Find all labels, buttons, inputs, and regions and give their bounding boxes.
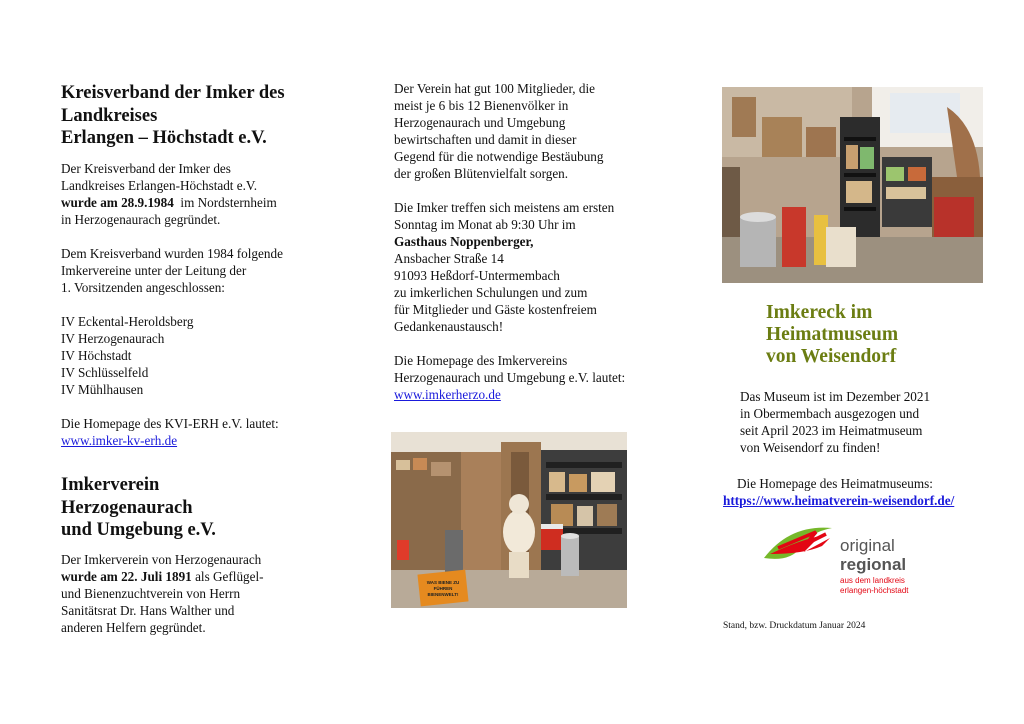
museum-title-line: Heimatmuseum <box>766 324 899 345</box>
text-line: seit April 2023 im Heimatmuseum <box>740 423 923 438</box>
text-line: Ansbacher Straße 14 <box>394 251 504 266</box>
photo-sign-text: WAS BIENE ZU <box>426 580 460 585</box>
kvi-homepage-link[interactable]: www.imker-kv-erh.de <box>61 433 178 448</box>
museum-title <box>766 302 898 368</box>
kreisverband-founding <box>61 160 331 449</box>
text-line <box>61 568 331 585</box>
logo-text-regional: regional <box>840 555 907 574</box>
title-line: Kreisverband der Imker des <box>61 83 285 103</box>
text-line: meist je 6 bis 12 Bienenvölker in <box>394 98 569 113</box>
original-regional-logo <box>760 518 940 604</box>
club-list-item: IV Eckental-Heroldsberg <box>61 314 194 329</box>
title-line: und Umgebung e.V. <box>61 520 216 540</box>
text-fragment: als Geflügel- <box>191 569 264 584</box>
homepage-label: Die Homepage des KVI-ERH e.V. lautet: <box>61 416 279 431</box>
title-line: Landkreises <box>61 105 158 126</box>
homepage-label: Die Homepage des Heimatmuseums: <box>737 476 933 491</box>
print-date-footer: Stand, bzw. Druckdatum Januar 2024 <box>723 621 866 631</box>
text-line: Sonntag im Monat ab 9:30 Uhr im <box>394 217 576 232</box>
text-line: Landkreises Erlangen-Höchstadt e.V. <box>61 178 258 193</box>
founding-date: wurde am 28.9.1984 <box>61 195 174 210</box>
title-line: Imkerverein <box>61 475 160 495</box>
text-line <box>61 194 331 211</box>
club-list-item: IV Herzogenaurach <box>61 331 165 346</box>
homepage-label: Die Homepage des Imkervereins <box>394 353 568 368</box>
museum-interior-photo-2 <box>722 87 983 283</box>
text-line: für Mitglieder und Gäste kostenfreiem <box>394 302 597 317</box>
founding-place: im Nordsternheim <box>173 195 277 210</box>
title-line: Herzogenaurach <box>61 497 193 518</box>
text-line: anderen Helfern gegründet. <box>61 620 206 635</box>
text-line: von Weisendorf zu finden! <box>740 440 881 455</box>
club-list-item: IV Schlüsselfeld <box>61 365 149 380</box>
club-list-item: IV Höchstadt <box>61 348 132 363</box>
imkerverein-founding <box>61 551 331 636</box>
text-line: Der Imkerverein von Herzogenaurach <box>61 552 262 567</box>
logo-text-landkreis: aus dem landkreis <box>840 576 905 585</box>
title-line: Erlangen – Höchstadt e.V. <box>61 128 267 148</box>
text-line: Gedankenaustausch! <box>394 319 504 334</box>
imkerverein-title <box>61 474 331 542</box>
homepage-label: Herzogenaurach und Umgebung e.V. lautet: <box>394 370 626 385</box>
museum-title-line: Imkereck im <box>766 302 873 323</box>
museum-homepage <box>723 475 1003 509</box>
members-paragraph <box>394 80 674 403</box>
logo-text-original: original <box>840 536 895 555</box>
club-list-item: IV Mühlhausen <box>61 382 144 397</box>
text-line: zu imkerlichen Schulungen und zum <box>394 285 588 300</box>
founding-date: wurde am 22. Juli 1891 <box>61 569 192 584</box>
venue-name: Gasthaus Noppenberger, <box>394 234 534 249</box>
logo-text-erlangen: erlangen-höchstadt <box>840 586 909 595</box>
photo-sign-text: FÜHREN <box>433 586 453 591</box>
kreisverband-title <box>61 82 331 150</box>
text-line: Das Museum ist im Dezember 2021 <box>740 389 931 404</box>
text-line: Herzogenaurach und Umgebung <box>394 115 566 130</box>
museum-title-line: von Weisendorf <box>766 346 897 367</box>
text-line: 91093 Heßdorf-Untermembach <box>394 268 560 283</box>
text-line: Gegend für die notwendige Bestäubung <box>394 149 604 164</box>
text-line: der großen Blütenvielfalt sorgen. <box>394 166 569 181</box>
heimatmuseum-homepage-link[interactable]: https://www.heimatverein-weisendorf.de/ <box>723 493 955 508</box>
text-line: Sanitätsrat Dr. Hans Walther und <box>61 603 235 618</box>
text-line: Der Verein hat gut 100 Mitglieder, die <box>394 81 596 96</box>
text-line: Imkervereine unter der Leitung der <box>61 263 247 278</box>
imkerherzo-homepage-link[interactable]: www.imkerherzo.de <box>394 387 501 402</box>
text-line: in Herzogenaurach gegründet. <box>61 212 221 227</box>
museum-paragraph <box>740 388 980 456</box>
text-line: und Bienenzuchtverein von Herrn <box>61 586 241 601</box>
text-line: 1. Vorsitzenden angeschlossen: <box>61 280 225 295</box>
text-line: Dem Kreisverband wurden 1984 folgende <box>61 246 283 261</box>
photo-sign-text: BIENENWELT! <box>427 592 459 597</box>
text-line: Die Imker treffen sich meistens am ersten <box>394 200 615 215</box>
text-line: in Obermembach ausgezogen und <box>740 406 920 421</box>
museum-interior-photo-1 <box>391 432 627 608</box>
text-line: Der Kreisverband der Imker des <box>61 161 231 176</box>
text-line: bewirtschaften und damit in dieser <box>394 132 577 147</box>
